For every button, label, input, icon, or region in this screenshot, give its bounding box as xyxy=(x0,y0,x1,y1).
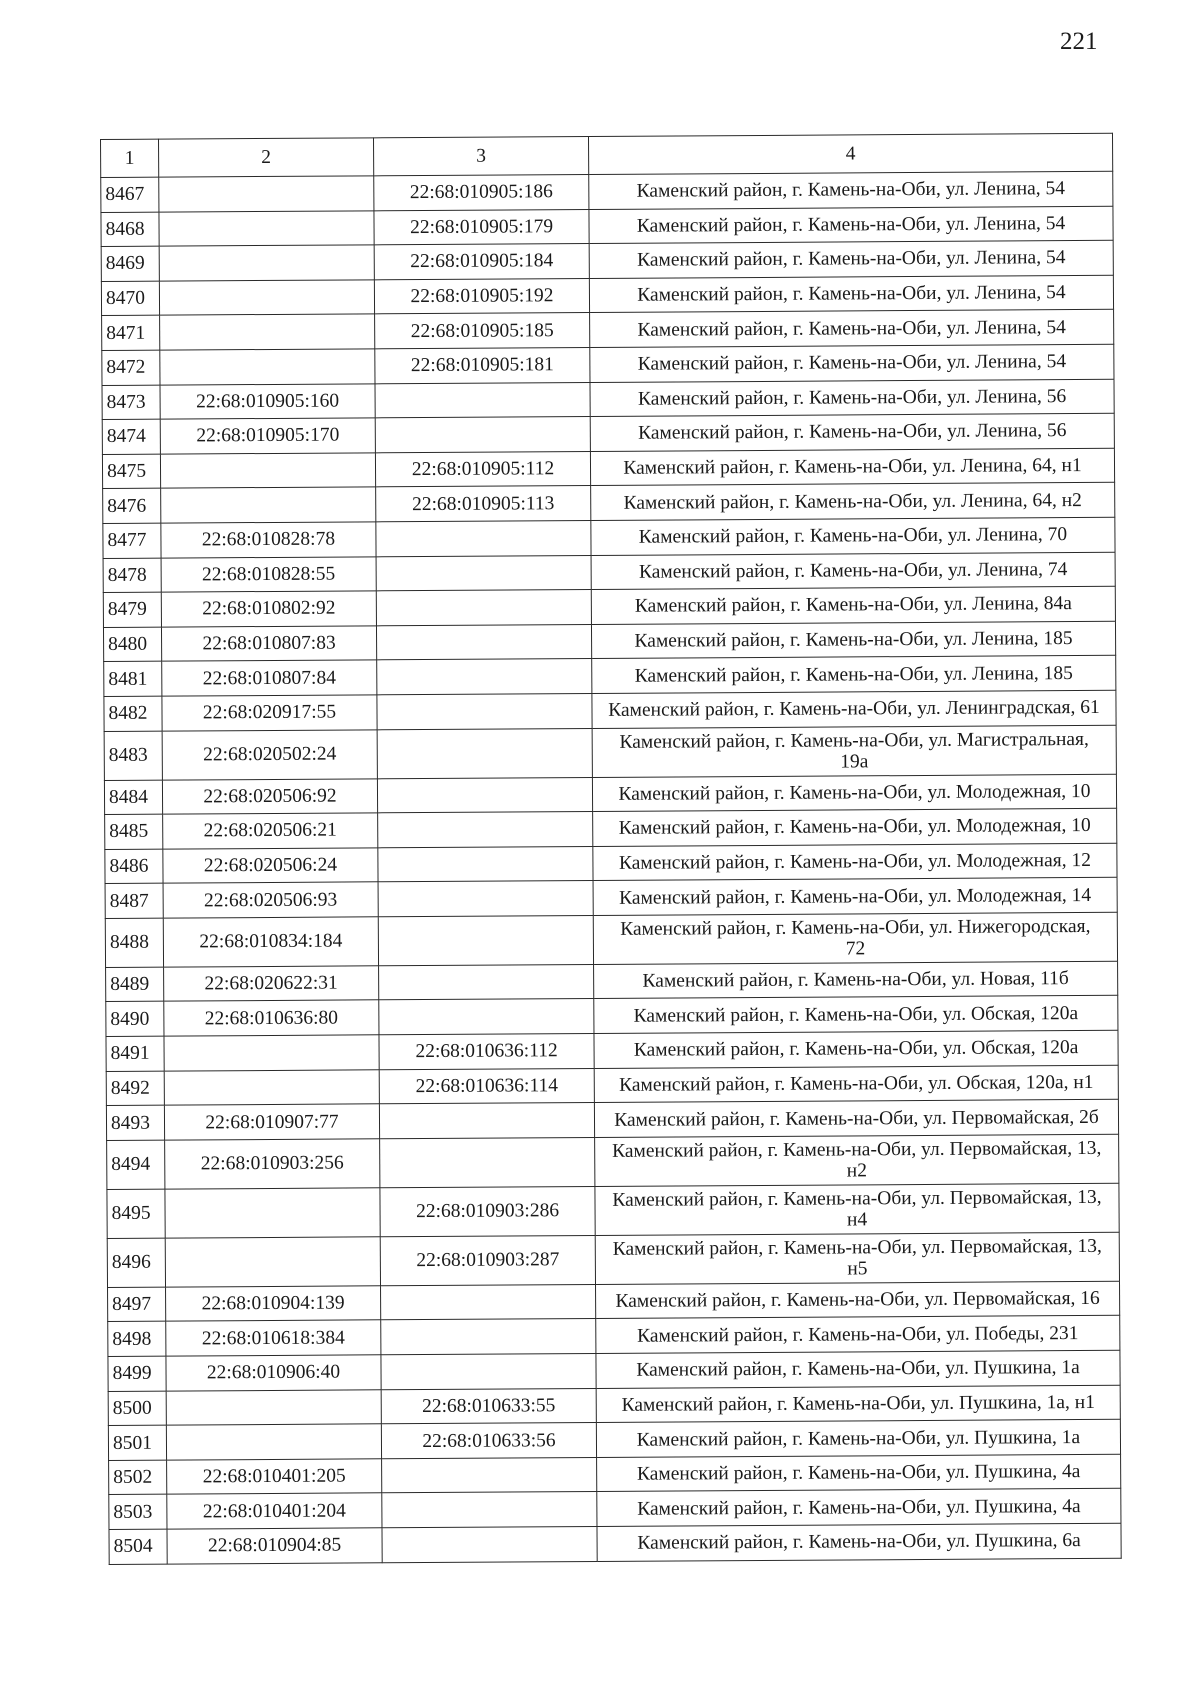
address-cell xyxy=(594,1030,1118,1068)
cadastral-number-cell xyxy=(161,487,376,523)
cadastral-number-cell xyxy=(379,964,594,1000)
cadastral-number-cell xyxy=(377,659,592,695)
cadastral-number-cell xyxy=(379,999,594,1035)
cadastral-number-cell: 22:68:010905:113 xyxy=(376,486,591,522)
cadastral-number-cell xyxy=(164,1069,379,1105)
row-number-cell: 8478 xyxy=(103,558,161,593)
address-line: Каменский район, г. Камень-на-Оби, ул. Ленина, 56 xyxy=(637,385,1067,410)
cadastral-number-cell: 22:68:010904:85 xyxy=(167,1528,382,1564)
cadastral-number-cell xyxy=(159,280,374,316)
cadastral-number-cell xyxy=(378,846,593,882)
row-number-cell: 8498 xyxy=(108,1322,166,1357)
cadastral-number-cell xyxy=(165,1237,380,1287)
cadastral-number-cell xyxy=(382,1492,597,1528)
cadastral-number-cell xyxy=(376,555,591,591)
address-cell xyxy=(593,808,1117,846)
row-number-cell: 8499 xyxy=(108,1356,166,1391)
address-line: Каменский район, г. Камень-на-Оби, ул. Ленина, 54 xyxy=(637,351,1067,375)
address-line: Каменский район, г. Камень-на-Оби, ул. Первомайская, 13, xyxy=(612,1137,1102,1162)
cadastral-number-cell: 22:68:010834:184 xyxy=(163,917,378,967)
address-line-continued: н2 xyxy=(846,1160,867,1182)
address-cell xyxy=(595,1134,1119,1186)
cadastral-number-cell xyxy=(166,1389,381,1425)
row-number-cell: 8471 xyxy=(102,316,160,351)
address-cell xyxy=(597,1454,1121,1492)
row-number-cell: 8477 xyxy=(103,523,161,558)
address-line: Каменский район, г. Камень-на-Оби, ул. Первомайская, 16 xyxy=(615,1288,1100,1313)
row-number-cell: 8474 xyxy=(102,419,160,454)
address-cell xyxy=(596,1316,1120,1354)
cadastral-number-cell xyxy=(381,1319,596,1355)
cadastral-number-cell: 22:68:020506:21 xyxy=(163,813,378,849)
address-line-continued: 72 xyxy=(845,938,866,960)
address-cell xyxy=(590,448,1114,486)
address-line: Каменский район, г. Камень-на-Оби, ул. Молодежная, 10 xyxy=(618,815,1091,840)
address-line: Каменский район, г. Камень-на-Оби, ул. Обская, 120а xyxy=(633,1002,1079,1027)
cadastral-number-cell: 22:68:010828:78 xyxy=(161,522,376,558)
table-row xyxy=(107,1232,1119,1287)
address-cell xyxy=(594,961,1118,999)
table-row xyxy=(107,1183,1119,1238)
address-cell xyxy=(593,843,1117,881)
row-number-cell: 8504 xyxy=(109,1529,167,1564)
row-number-cell: 8467 xyxy=(101,177,159,212)
cadastral-number-cell: 22:68:020506:92 xyxy=(162,778,377,814)
header-row xyxy=(101,133,1113,177)
cadastral-number-cell: 22:68:020917:55 xyxy=(162,695,377,731)
cadastral-number-cell: 22:68:010636:114 xyxy=(379,1068,594,1104)
address-cell xyxy=(593,878,1117,916)
row-number-cell: 8497 xyxy=(108,1287,166,1322)
address-line: Каменский район, г. Камень-на-Оби, ул. Молодежная, 10 xyxy=(618,780,1091,805)
address-cell xyxy=(589,241,1113,279)
cadastral-number-cell: 22:68:010903:286 xyxy=(380,1186,595,1236)
cadastral-number-cell xyxy=(376,590,591,626)
cadastral-number-cell: 22:68:010903:256 xyxy=(165,1139,380,1189)
cadastral-number-cell xyxy=(380,1137,595,1187)
page-number: 221 xyxy=(1060,28,1098,55)
cadastral-number-cell: 22:68:010828:55 xyxy=(161,556,376,592)
address-line-continued: 19а xyxy=(840,750,869,772)
address-line: Каменский район, г. Камень-на-Оби, ул. Ленинградская, 61 xyxy=(608,697,1100,722)
address-cell xyxy=(590,310,1114,348)
cadastral-number-cell xyxy=(164,1035,379,1071)
cadastral-number-cell: 22:68:010807:83 xyxy=(161,626,376,662)
address-line: Каменский район, г. Камень-на-Оби, ул. Победы, 231 xyxy=(637,1322,1079,1347)
address-line-continued: н5 xyxy=(847,1258,868,1280)
cadastral-number-cell xyxy=(159,210,374,246)
address-cell xyxy=(591,552,1115,590)
address-cell xyxy=(594,996,1118,1034)
address-cell xyxy=(593,912,1117,964)
cadastral-number-cell xyxy=(378,812,593,848)
cadastral-number-cell: 22:68:010636:80 xyxy=(164,1000,379,1036)
cadastral-number-cell: 22:68:020506:93 xyxy=(163,882,378,918)
address-cell xyxy=(591,586,1115,624)
address-line: Каменский район, г. Камень-на-Оби, ул. Обская, 120а xyxy=(633,1037,1079,1062)
address-line: Каменский район, г. Камень-на-Оби, ул. Ленина, 54 xyxy=(637,247,1066,272)
row-number-cell: 8487 xyxy=(105,883,163,918)
cadastral-number-cell: 22:68:010618:384 xyxy=(166,1320,381,1356)
address-line: Каменский район, г. Камень-на-Оби, ул. Первомайская, 13, xyxy=(612,1235,1102,1260)
row-number-cell: 8472 xyxy=(102,350,160,385)
address-line: Каменский район, г. Камень-на-Оби, ул. Пушкина, 4а xyxy=(636,1461,1081,1485)
cadastral-number-cell xyxy=(378,915,593,965)
column-header: 3 xyxy=(373,137,588,176)
row-number-cell: 8496 xyxy=(107,1238,165,1287)
address-line: Каменский район, г. Камень-на-Оби, ул. Ленина, 56 xyxy=(638,420,1067,445)
address-line: Каменский район, г. Камень-на-Оби, ул. Первомайская, 2б xyxy=(614,1106,1099,1131)
address-line: Каменский район, г. Камень-на-Оби, ул. Ленина, 54 xyxy=(637,282,1066,306)
cadastral-number-cell: 22:68:010905:181 xyxy=(375,347,590,383)
row-number-cell: 8483 xyxy=(104,731,162,780)
cadastral-number-cell xyxy=(160,314,375,350)
cadastral-number-cell: 22:68:010905:179 xyxy=(374,209,589,245)
row-number-cell: 8482 xyxy=(104,696,162,731)
cadastral-number-cell xyxy=(159,245,374,281)
table-body xyxy=(101,171,1121,1564)
cadastral-number-cell xyxy=(377,693,592,729)
address-line-continued: н4 xyxy=(846,1209,868,1231)
cadastral-number-cell: 22:68:010905:192 xyxy=(374,278,589,314)
cadastral-number-cell: 22:68:010633:56 xyxy=(381,1423,596,1459)
row-number-cell: 8486 xyxy=(105,849,163,884)
cadastral-number-cell: 22:68:010905:184 xyxy=(374,244,589,280)
column-header: 4 xyxy=(588,133,1112,174)
address-line: Каменский район, г. Камень-на-Оби, ул. Пушкина, 1а xyxy=(636,1357,1080,1382)
cadastral-number-cell: 22:68:010633:55 xyxy=(381,1388,596,1424)
address-cell xyxy=(591,517,1115,555)
row-number-cell: 8475 xyxy=(102,454,160,489)
cadastral-number-cell xyxy=(160,453,375,489)
address-cell xyxy=(590,379,1114,417)
row-number-cell: 8500 xyxy=(108,1391,166,1426)
table-row xyxy=(109,1523,1121,1564)
cadastral-number-cell xyxy=(160,349,375,385)
address-line: Каменский район, г. Камень-на-Оби, ул. Ленина, 64, н1 xyxy=(623,455,1082,479)
row-number-cell: 8470 xyxy=(101,281,159,316)
address-cell xyxy=(596,1385,1120,1423)
row-number-cell: 8473 xyxy=(102,385,160,420)
address-cell xyxy=(590,344,1114,382)
address-cell xyxy=(592,690,1116,728)
address-line: Каменский район, г. Камень-на-Оби, ул. Молодежная, 12 xyxy=(618,849,1092,874)
address-line: Каменский район, г. Камень-на-Оби, ул. Пушкина, 1а xyxy=(636,1426,1081,1451)
cadastral-number-cell xyxy=(376,520,591,556)
cadastral-number-cell xyxy=(377,777,592,813)
column-header: 2 xyxy=(159,138,374,177)
cadastral-number-cell: 22:68:010807:84 xyxy=(162,660,377,696)
address-line: Каменский район, г. Камень-на-Оби, ул. Ленина, 74 xyxy=(638,558,1068,583)
row-number-cell: 8469 xyxy=(101,246,159,281)
cadastral-number-cell: 22:68:010905:170 xyxy=(160,418,375,454)
address-cell xyxy=(589,171,1113,209)
row-number-cell: 8495 xyxy=(107,1189,165,1238)
address-cell xyxy=(592,774,1116,812)
address-line: Каменский район, г. Камень-на-Оби, ул. Ленина, 54 xyxy=(636,212,1066,237)
cadastral-number-cell: 22:68:010907:77 xyxy=(164,1104,379,1140)
address-line: Каменский район, г. Камень-на-Оби, ул. Обская, 120а, н1 xyxy=(618,1071,1094,1096)
row-number-cell: 8493 xyxy=(106,1105,164,1140)
address-line: Каменский район, г. Камень-на-Оби, ул. Магистральная, xyxy=(619,728,1089,753)
cadastral-number-cell: 22:68:010903:287 xyxy=(380,1235,595,1285)
row-number-cell: 8502 xyxy=(109,1460,167,1495)
address-cell xyxy=(597,1489,1121,1527)
address-line: Каменский район, г. Камень-на-Оби, ул. Пушкина, 1а, н1 xyxy=(621,1391,1095,1416)
row-number-cell: 8503 xyxy=(109,1495,167,1530)
row-number-cell: 8468 xyxy=(101,212,159,247)
address-cell xyxy=(591,483,1115,521)
cadastral-number-cell: 22:68:010905:186 xyxy=(374,175,589,211)
address-cell xyxy=(589,275,1113,313)
cadastral-number-cell xyxy=(377,728,592,778)
address-line: Каменский район, г. Камень-на-Оби, ул. Ленина, 185 xyxy=(634,628,1073,652)
address-cell xyxy=(597,1523,1121,1561)
cadastral-number-cell xyxy=(375,417,590,453)
row-number-cell: 8479 xyxy=(103,592,161,627)
cadastral-number-cell xyxy=(382,1457,597,1493)
address-line: Каменский район, г. Камень-на-Оби, ул. Ленина, 54 xyxy=(636,178,1066,203)
address-cell xyxy=(595,1183,1119,1235)
cadastral-number-cell xyxy=(376,624,591,660)
address-line: Каменский район, г. Камень-на-Оби, ул. Первомайская, 13, xyxy=(612,1186,1102,1211)
cadastral-number-cell: 22:68:010636:112 xyxy=(379,1034,594,1070)
row-number-cell: 8484 xyxy=(104,780,162,815)
address-line: Каменский район, г. Камень-на-Оби, ул. Ленина, 64, н2 xyxy=(623,489,1082,514)
address-cell xyxy=(592,656,1116,694)
cadastral-number-cell: 22:68:010905:160 xyxy=(160,383,375,419)
address-line: Каменский район, г. Камень-на-Оби, ул. Ленина, 185 xyxy=(634,662,1073,687)
cadastral-number-cell: 22:68:020506:24 xyxy=(163,848,378,884)
address-cell xyxy=(595,1232,1119,1284)
cadastral-number-cell xyxy=(166,1424,381,1460)
address-cell xyxy=(596,1420,1120,1458)
cadastral-number-cell: 22:68:020502:24 xyxy=(162,729,377,779)
address-cell xyxy=(589,206,1113,244)
table-row xyxy=(104,725,1116,780)
cadastral-number-cell: 22:68:020622:31 xyxy=(164,966,379,1002)
row-number-cell: 8481 xyxy=(104,661,162,696)
address-cell xyxy=(596,1281,1120,1319)
address-cell xyxy=(591,621,1115,659)
cadastral-number-cell: 22:68:010906:40 xyxy=(166,1355,381,1391)
address-line: Каменский район, г. Камень-на-Оби, ул. Ленина, 70 xyxy=(638,524,1068,548)
cadastral-number-cell xyxy=(165,1188,380,1238)
row-number-cell: 8485 xyxy=(105,814,163,849)
cadastral-number-cell xyxy=(382,1526,597,1562)
cadastral-number-cell xyxy=(381,1354,596,1390)
row-number-cell: 8501 xyxy=(108,1425,166,1460)
column-header: 1 xyxy=(101,139,159,177)
address-line: Каменский район, г. Камень-на-Оби, ул. Нижегородская, xyxy=(620,915,1091,940)
cadastral-number-cell: 22:68:010401:204 xyxy=(167,1493,382,1529)
row-number-cell: 8480 xyxy=(103,627,161,662)
address-line: Каменский район, г. Камень-на-Оби, ул. Пушкина, 6а xyxy=(637,1530,1081,1555)
row-number-cell: 8476 xyxy=(103,488,161,523)
address-cell xyxy=(590,413,1114,451)
cadastral-number-cell xyxy=(375,382,590,418)
row-number-cell: 8494 xyxy=(107,1140,165,1189)
registry-table xyxy=(100,133,1122,1565)
address-cell xyxy=(594,1065,1118,1103)
address-cell xyxy=(592,725,1116,777)
cadastral-number-cell: 22:68:010802:92 xyxy=(161,591,376,627)
table-row xyxy=(105,912,1117,967)
row-number-cell: 8492 xyxy=(106,1071,164,1106)
row-number-cell: 8489 xyxy=(106,967,164,1002)
cadastral-number-cell xyxy=(381,1284,596,1320)
cadastral-number-cell xyxy=(378,881,593,917)
address-cell xyxy=(594,1100,1118,1138)
address-line: Каменский район, г. Камень-на-Оби, ул. Пушкина, 4а xyxy=(637,1495,1081,1520)
row-number-cell: 8488 xyxy=(105,918,163,967)
table-row xyxy=(107,1134,1119,1189)
cadastral-number-cell xyxy=(159,176,374,212)
address-line: Каменский район, г. Камень-на-Оби, ул. Ленина, 54 xyxy=(637,316,1066,341)
row-number-cell: 8490 xyxy=(106,1002,164,1037)
address-cell xyxy=(596,1350,1120,1388)
cadastral-number-cell: 22:68:010905:112 xyxy=(375,451,590,487)
cadastral-number-cell: 22:68:010905:185 xyxy=(375,313,590,349)
cadastral-number-cell: 22:68:010904:139 xyxy=(166,1286,381,1322)
cadastral-number-cell: 22:68:010401:205 xyxy=(167,1459,382,1495)
address-line: Каменский район, г. Камень-на-Оби, ул. Молодежная, 14 xyxy=(619,884,1092,909)
cadastral-number-cell xyxy=(379,1103,594,1139)
row-number-cell: 8491 xyxy=(106,1036,164,1071)
address-line: Каменский район, г. Камень-на-Оби, ул. Ленина, 84а xyxy=(634,593,1072,618)
address-line: Каменский район, г. Камень-на-Оби, ул. Новая, 11б xyxy=(642,968,1069,992)
